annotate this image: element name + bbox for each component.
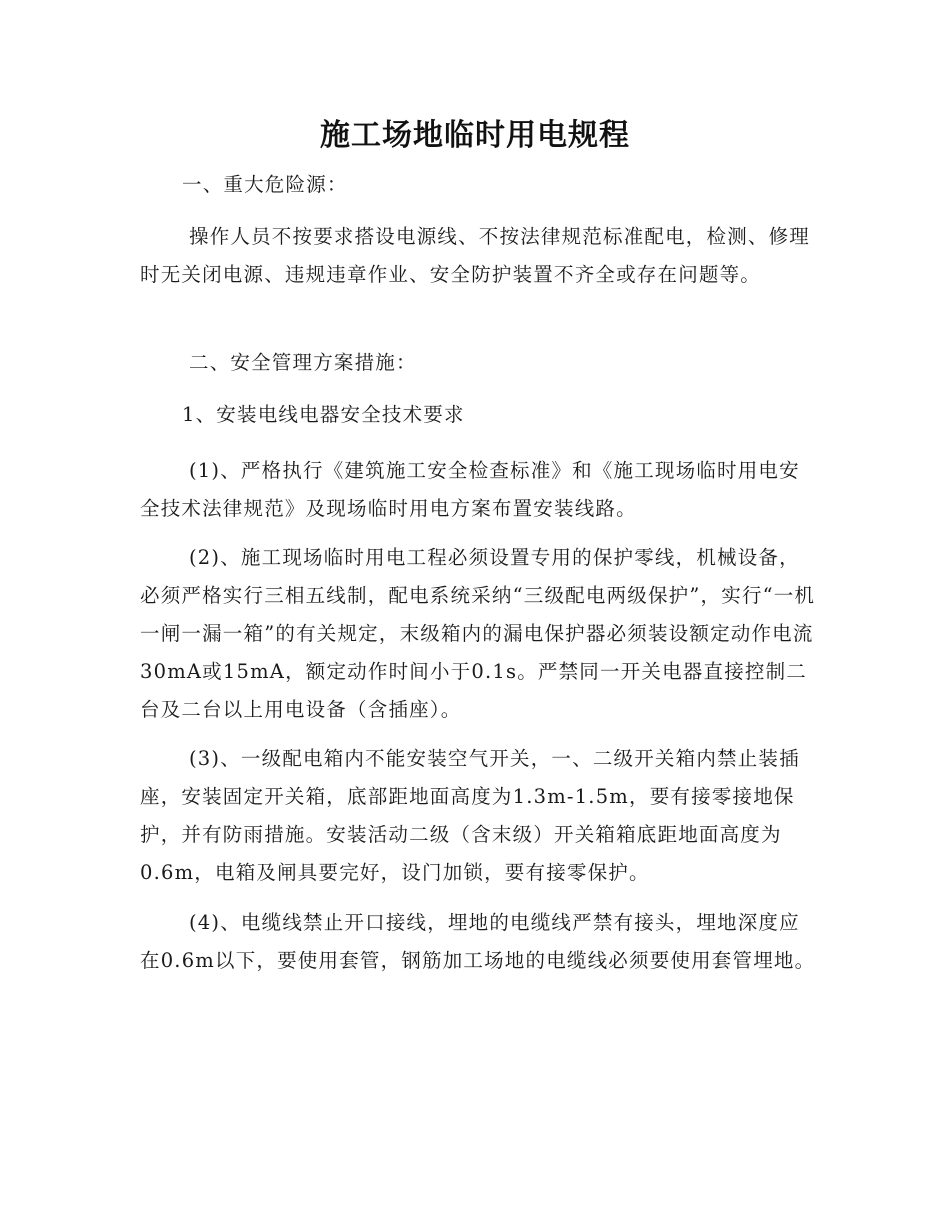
paragraph-item-3: (3)、一级配电箱内不能安装空气开关，一、二级开关箱内禁止装插座，安装固定开关箱，底部距地面高度为1.3m-1.5m，要有接零接地保护，并有防雨措施。安装活动二级（含末级）开关箱箱底距地面高度为0.6m，电箱及闸具要完好，设门加锁，要有接零保护。 bbox=[140, 747, 800, 884]
section-heading-measures: 二、安全管理方案措施： bbox=[189, 351, 417, 374]
section-heading-hazards: 一、重大危险源： bbox=[182, 173, 348, 196]
page-title: 施工场地临时用电规程 bbox=[320, 118, 630, 153]
paragraph-item-4: (4)、电缆线禁止开口接线，埋地的电缆线严禁有接头，埋地深度应在0.6m以下，要使用套管，钢筋加工场地的电缆线必须要使用套管埋地。 bbox=[140, 911, 816, 972]
subheading-installation-requirements: 1、安装电线电器安全技术要求 bbox=[182, 403, 465, 426]
paragraph-item-1: (1)、严格执行《建筑施工安全检查标准》和《施工现场临时用电安全技术法律规范》及现场临时用电方案布置安装线路。 bbox=[140, 459, 800, 520]
paragraph-item-2: (2)、施工现场临时用电工程必须设置专用的保护零线，机械设备，必须严格实行三相五线制，配电系统采纳“三级配电两级保护”，实行“一机一闸一漏一箱”的有关规定，末级箱内的漏电保护器必须装设额定动作电流30mA或15mA，额定动作时间小于0.1s。严禁同一开关电器直接控制二台及二台以上用电设备（含插座）。 bbox=[140, 546, 816, 721]
paragraph-hazards-detail: 操作人员不按要求搭设电源线、不按法律规范标准配电，检测、修理时无关闭电源、违规违章作业、安全防护装置不齐全或存在问题等。 bbox=[140, 225, 811, 286]
